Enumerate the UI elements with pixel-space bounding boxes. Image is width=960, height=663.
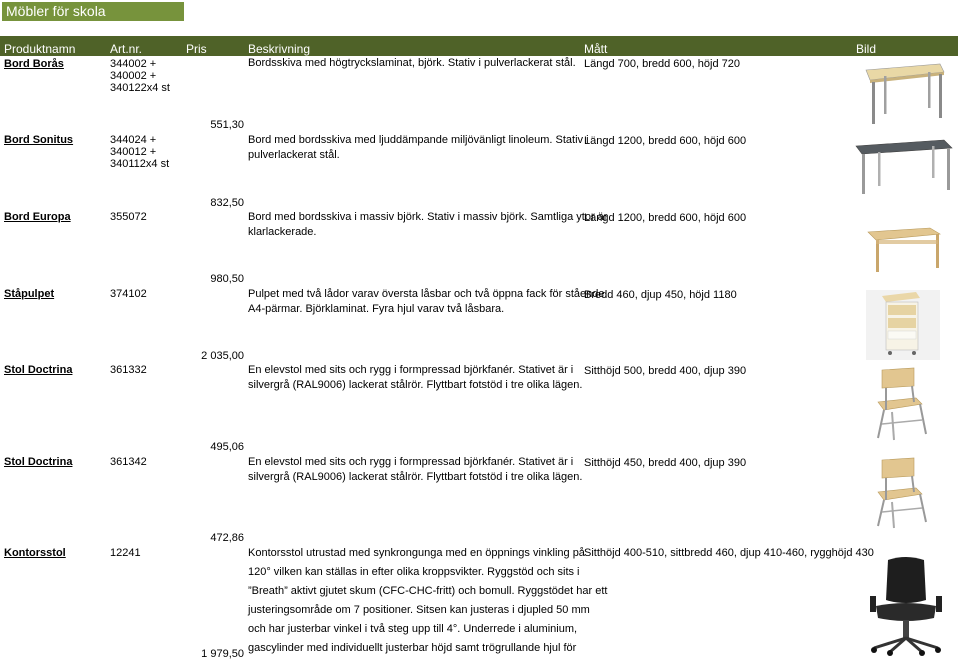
product-description: Bord med bordsskiva med ljuddämpande miljövänligt linoleum. Stativ i (248, 134, 589, 146)
column-header-bar (0, 36, 958, 56)
product-description: En elevstol med sits och rygg i formpressad björkfanér. Stativet är i (248, 364, 574, 376)
product-price: 551,30 (210, 119, 244, 131)
wooden-table-image (864, 224, 944, 274)
office-chair-image (866, 556, 946, 656)
header-matt: Mått (584, 42, 608, 56)
product-description: 120° vilken kan ställas in efter olika kroppsvikter. Ryggstöd och sits i (248, 566, 580, 578)
product-dimensions: Längd 700, bredd 600, höjd 720 (584, 58, 740, 70)
school-chair-image (872, 458, 934, 530)
product-name: Ståpulpet (4, 288, 55, 300)
product-description: Bord med bordsskiva i massiv björk. Stativ i massiv björk. Samtliga ytor är (248, 211, 608, 223)
product-description: Kontorsstol utrustad med synkrongunga med en öppnings vinkling på (248, 547, 585, 559)
article-number: 355072 (110, 211, 147, 223)
article-number: 361342 (110, 456, 147, 468)
product-description: gascylinder med individuellt justerbar höjd samt trögrullande hjul för (248, 642, 577, 654)
product-description: ”Breath” aktivt gjutet skum (CFC-CHC-fritt) och bomull. Ryggstödet har ett (248, 585, 608, 597)
product-name: Bord Borås (4, 58, 64, 70)
product-dimensions: Längd 1200, bredd 600, höjd 600 (584, 212, 747, 224)
product-description: En elevstol med sits och rygg i formpressad björkfanér. Stativet är i (248, 456, 574, 468)
product-price: 832,50 (210, 197, 244, 209)
article-number: 344002 + (110, 58, 157, 70)
product-description: A4-pärmar. Björklaminat. Fyra hjul varav två låsbara. (248, 303, 505, 315)
product-price: 472,86 (210, 532, 244, 544)
table-image (862, 60, 946, 126)
header-beskrivning: Beskrivning (248, 42, 311, 56)
article-number: 12241 (110, 547, 141, 559)
page-title: Möbler för skola (2, 2, 184, 21)
article-number: 340112x4 st (110, 158, 170, 170)
product-name: Bord Europa (4, 211, 71, 223)
desk-image (852, 138, 956, 196)
standing-desk-image (866, 290, 940, 360)
header-bild: Bild (856, 42, 877, 56)
article-number: 344024 + (110, 134, 157, 146)
product-name: Stol Doctrina (4, 364, 73, 376)
header-artnr: Art.nr. (110, 42, 143, 56)
product-description: Bordsskiva med högtryckslaminat, björk. Stativ i pulverlackerat stål. (248, 57, 576, 69)
product-name: Bord Sonitus (4, 134, 74, 146)
header-pris: Pris (186, 42, 207, 56)
product-description: och har justerbar vinkel i två steg upp till 4°. Underrede i aluminium, (248, 623, 578, 635)
product-dimensions: Sitthöjd 500, bredd 400, djup 390 (584, 365, 747, 377)
article-number: 340012 + (110, 146, 157, 158)
product-price: 1 979,50 (201, 648, 244, 660)
product-description: justeringsområde om 7 positioner. Sitsen kan justeras i djupled 50 mm (248, 604, 590, 616)
product-dimensions: Bredd 460, djup 450, höjd 1180 (584, 289, 737, 301)
article-number: 340122x4 st (110, 82, 170, 94)
product-price: 495,06 (210, 441, 244, 453)
product-dimensions: Sitthöjd 400-510, sittbredd 460, djup 410-460, rygghöjd 430 (584, 547, 874, 559)
article-number: 340002 + (110, 70, 157, 82)
school-chair-image (872, 368, 934, 442)
header-produktnamn: Produktnamn (4, 42, 76, 56)
product-name: Stol Doctrina (4, 456, 73, 468)
product-description: klarlackerade. (248, 226, 317, 238)
product-price: 2 035,00 (201, 350, 244, 362)
product-dimensions: Sitthöjd 450, bredd 400, djup 390 (584, 457, 747, 469)
article-number: 361332 (110, 364, 147, 376)
product-description: silvergrå (RAL9006) lackerat stålrör. Flyttbart fotstöd i tre olika lägen. (248, 471, 583, 483)
product-description: Pulpet med två lådor varav översta låsbar och två öppna fack för stående. (248, 288, 608, 300)
product-dimensions: Längd 1200, bredd 600, höjd 600 (584, 135, 747, 147)
article-number: 374102 (110, 288, 147, 300)
product-description: pulverlackerat stål. (248, 149, 340, 161)
product-name: Kontorsstol (4, 547, 66, 559)
product-price: 980,50 (210, 273, 244, 285)
product-description: silvergrå (RAL9006) lackerat stålrör. Flyttbart fotstöd i tre olika lägen. (248, 379, 583, 391)
